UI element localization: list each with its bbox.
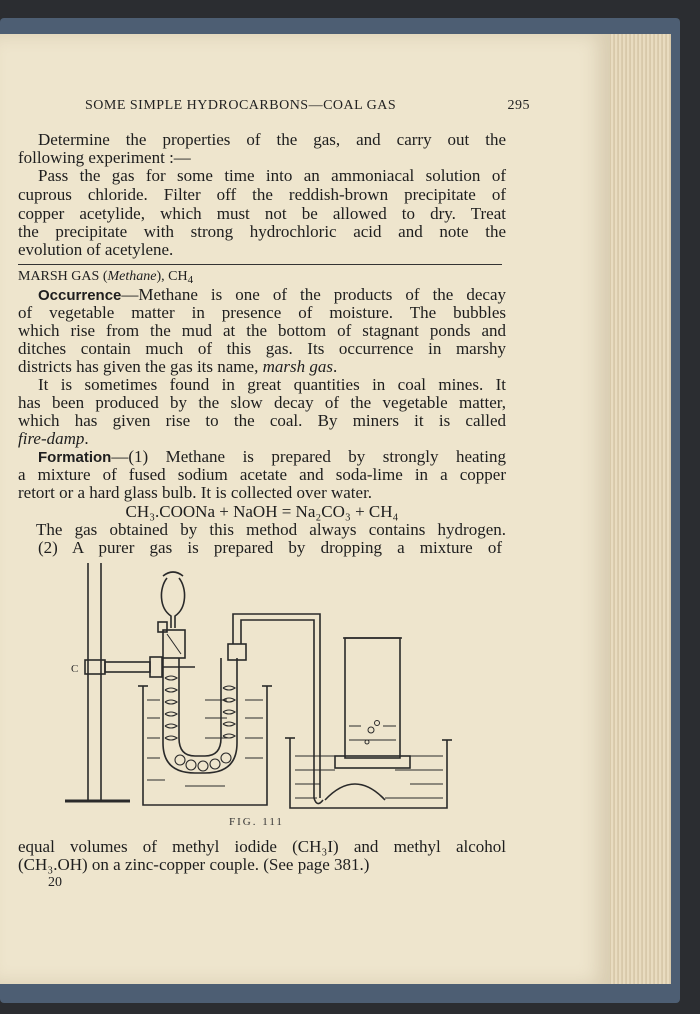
apparatus-illustration — [55, 558, 465, 813]
text-line: a mixture of fused sodium acetate and soda-lime in a copper — [18, 465, 506, 484]
formation-heading: Formation — [38, 449, 112, 466]
text-line: copper acetylide, which must not be allowed to dry. Treat — [18, 204, 506, 223]
text-line: The gas obtained by this method always contains hydrogen. — [36, 520, 506, 539]
text-line: Pass the gas for some time into an ammoniacal solution of — [38, 166, 506, 185]
text-line: which has given rise to the coal. By miners it is called — [18, 411, 506, 430]
text-line: Determine the properties of the gas, and carry out the — [38, 130, 506, 149]
section-divider — [18, 264, 502, 265]
running-header — [85, 98, 530, 114]
text-line: fire-damp. — [18, 429, 89, 448]
occurrence-line: Occurrence—Methane is one of the products of the decay — [38, 285, 506, 304]
section-title: MARSH GAS — [18, 269, 100, 284]
text-line: districts has given the gas its name, marsh gas. — [18, 357, 338, 376]
text-line: It is sometimes found in great quantities in coal mines. It — [38, 375, 506, 394]
signature-mark: 20 — [48, 875, 62, 890]
page-number: 295 — [507, 98, 530, 113]
text-line: of vegetable matter in presence of moisture. The bubbles — [18, 303, 506, 322]
text-line: following experiment :— — [18, 148, 191, 167]
section-formula-sub: 4 — [187, 274, 194, 286]
text-line: the precipitate with strong hydrochloric acid and note the — [18, 222, 506, 241]
text-line: evolution of acetylene. — [18, 240, 174, 259]
header-title: SOME SIMPLE HYDROCARBONS—COAL GAS — [85, 98, 397, 113]
text-line: (2) A purer gas is prepared by dropping a mixture of — [38, 538, 502, 557]
text-line: which rise from the mud at the bottom of stagnant ponds and — [18, 321, 506, 340]
svg-text:C: C — [71, 663, 79, 675]
text-line: ditches contain much of this gas. Its occurrence in marshy — [18, 339, 506, 358]
text-line: equal volumes of methyl iodide (CH₃I) and methyl alcohol — [18, 837, 506, 856]
text-line: retort or a hard glass bulb. It is collected over water. — [18, 483, 373, 502]
text-line: cuprous chloride. Filter off the reddish-brown precipitate of — [18, 185, 506, 204]
figure-caption: FIG. 111 — [229, 816, 284, 828]
chemical-equation: CH₃.COONa + NaOH = Na₂CO₃ + CH₄ — [125, 502, 399, 521]
text-line: (CH₃.OH) on a zinc-copper couple. (See page 381.) — [18, 855, 370, 874]
text-line: has been produced by the slow decay of the vegetable matter, — [18, 393, 506, 412]
section-formula: CH — [168, 269, 188, 284]
section-subtitle: Methane — [107, 269, 157, 284]
formation-line: Formation—(1) Methane is prepared by strongly heating — [38, 447, 506, 466]
occurrence-heading: Occurrence — [38, 287, 122, 304]
section-heading: MARSH GAS (Methane), $CH_4$ — [18, 269, 194, 286]
